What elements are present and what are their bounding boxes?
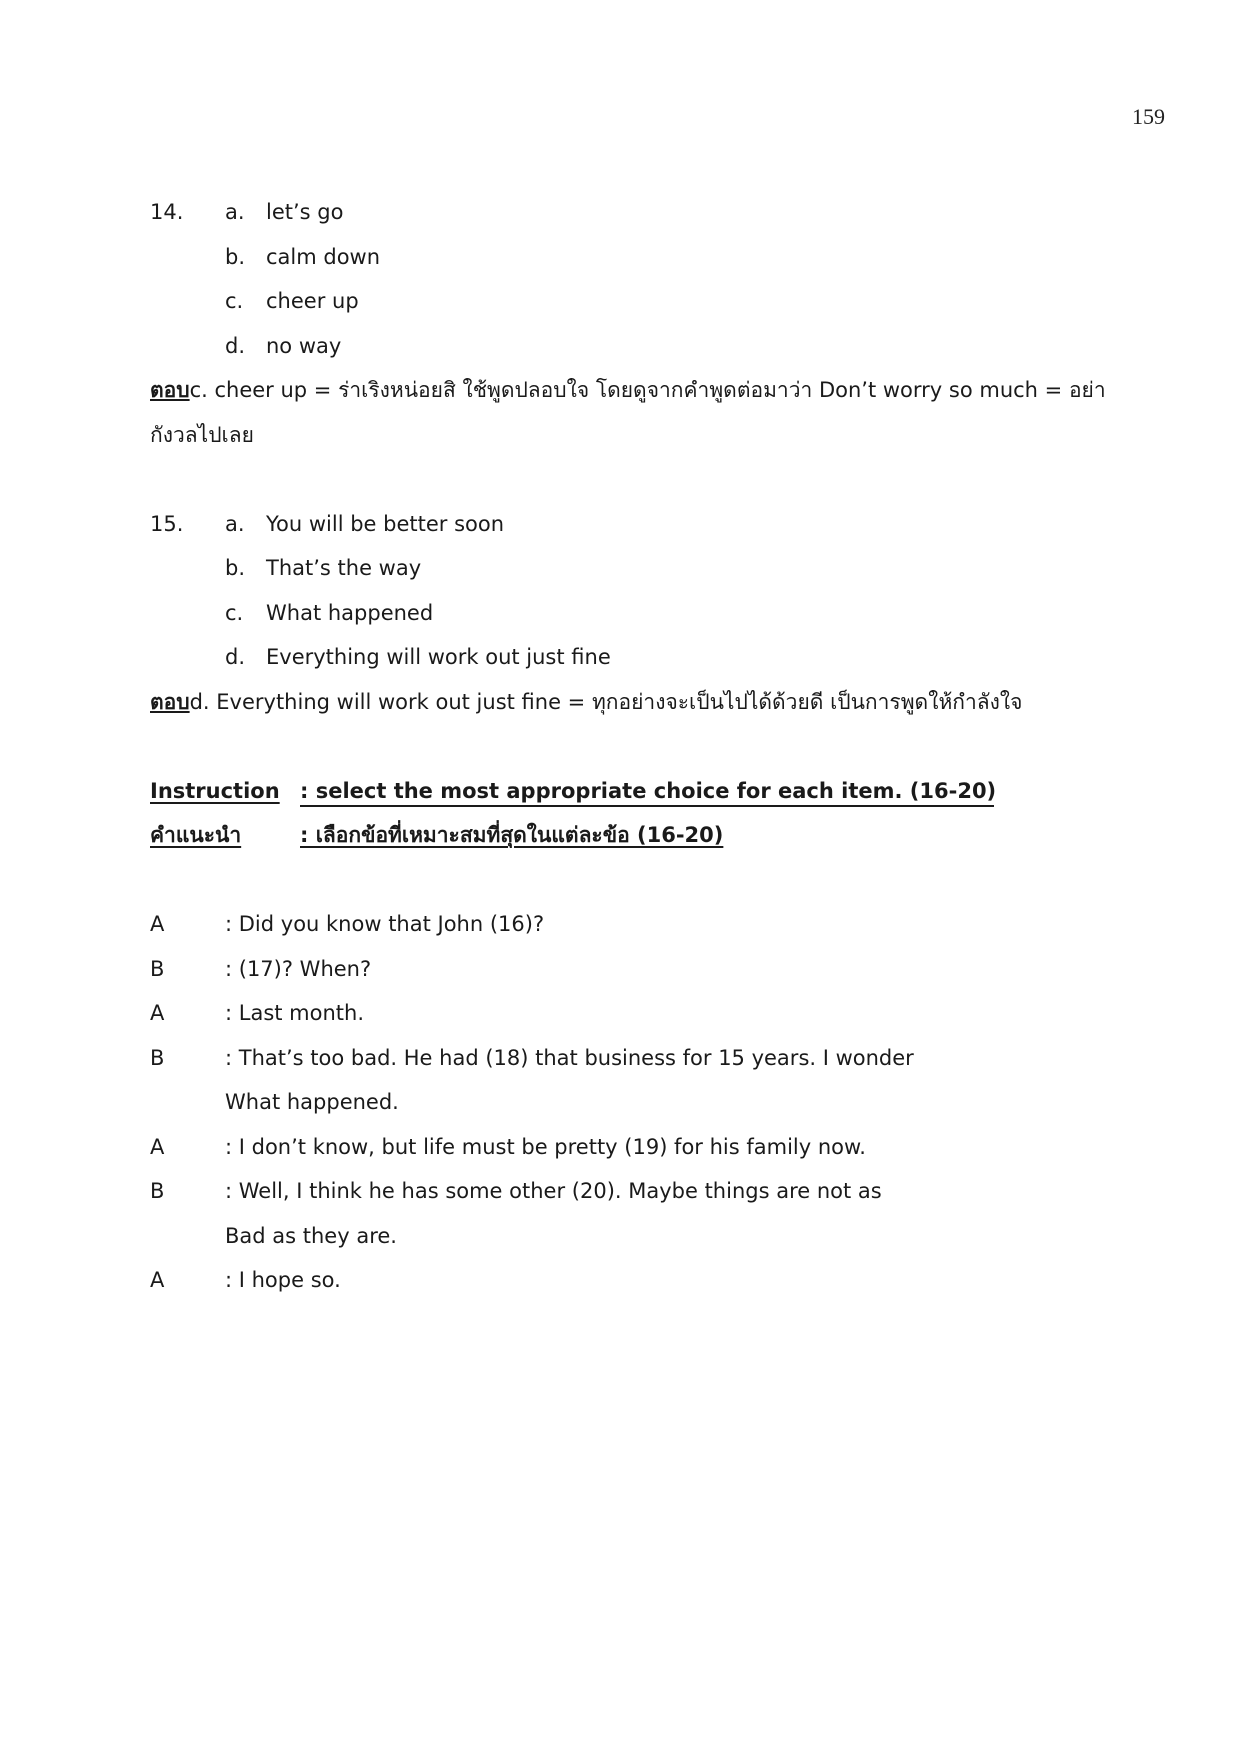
dialogue-text: : I hope so.	[225, 1268, 341, 1292]
dialogue-line	[150, 1214, 1150, 1259]
option-letter: d.	[225, 645, 246, 669]
answer-label: ตอบ	[150, 378, 190, 402]
dialogue-line	[150, 1169, 1150, 1214]
instruction-english	[150, 769, 1150, 814]
dialogue-text: : (17)? When?	[225, 956, 372, 981]
option-text: That’s the way	[266, 556, 422, 580]
question-number: 15.	[150, 511, 184, 536]
instruction-label: คำแนะนำ	[150, 823, 242, 847]
page-number: 159	[1132, 104, 1165, 129]
dialogue-text: : Well, I think he has some other (20). Maybe things are not as	[225, 1179, 882, 1203]
question-option	[150, 546, 1150, 591]
answer-text: d. Everything will work out just fine = ทุกอย่างจะเป็นไปได้ด้วยดี เป็นการพูดให้กำลังใจ	[189, 689, 1023, 714]
option-letter: a.	[225, 200, 245, 224]
option-text: You will be better soon	[266, 511, 505, 536]
speaker-label: A	[150, 1268, 165, 1292]
answer-text: c. cheer up = ร่าเริงหน่อยสิ ใช้พูดปลอบใจ โดยดูจากคำพูดต่อมาว่า Don’t worry so much = อย่ากังวลไปเลย	[150, 378, 1106, 447]
speaker-label: B	[150, 956, 165, 981]
question-option	[150, 502, 1150, 547]
dialogue	[150, 902, 1150, 1303]
question-15	[150, 502, 1150, 725]
speaker-label: A	[150, 1134, 165, 1159]
dialogue-text: : Did you know that John (16)?	[225, 912, 545, 936]
speaker-label	[150, 1214, 225, 1259]
option-text: What happened	[266, 600, 434, 625]
instruction-block	[150, 769, 1150, 858]
speaker-label: B	[150, 1179, 165, 1203]
dialogue-line	[150, 1125, 1150, 1170]
option-text: no way	[266, 333, 342, 358]
option-letter: c.	[225, 600, 244, 625]
speaker-label: A	[150, 1001, 165, 1025]
question-option	[150, 235, 1150, 280]
question-option	[150, 324, 1150, 369]
dialogue-text: : I don’t know, but life must be pretty (19) for his family now.	[225, 1134, 866, 1159]
dialogue-line	[150, 1258, 1150, 1303]
dialogue-text: : That’s too bad. He had (18) that business for 15 years. I wonder	[225, 1045, 914, 1070]
speaker-label: A	[150, 912, 165, 936]
option-letter: c.	[225, 289, 244, 313]
option-letter: b.	[225, 244, 246, 269]
dialogue-text: What happened.	[225, 1090, 399, 1114]
option-text: Everything will work out just fine	[266, 645, 611, 669]
dialogue-text: Bad as they are.	[225, 1223, 397, 1248]
instruction-text: : select the most appropriate choice for each item. (16-20)	[300, 769, 994, 807]
answer-explanation	[150, 680, 1150, 725]
dialogue-line	[150, 1036, 1150, 1081]
option-letter: d.	[225, 333, 246, 358]
dialogue-line	[150, 947, 1150, 992]
option-text: let’s go	[266, 200, 344, 224]
question-14	[150, 190, 1150, 457]
option-text: cheer up	[266, 289, 359, 313]
option-letter: a.	[225, 511, 245, 536]
speaker-label	[150, 1080, 225, 1125]
question-option	[150, 190, 1150, 235]
dialogue-text: : Last month.	[225, 1001, 365, 1025]
dialogue-line	[150, 902, 1150, 947]
question-option	[150, 591, 1150, 636]
dialogue-line	[150, 1080, 1150, 1125]
option-text: calm down	[266, 244, 381, 269]
question-number: 14.	[150, 200, 184, 224]
answer-label: ตอบ	[150, 689, 190, 714]
answer-explanation	[150, 368, 1150, 457]
instruction-thai	[150, 813, 1150, 858]
dialogue-line	[150, 991, 1150, 1036]
document-body	[150, 190, 1150, 1303]
instruction-text: : เลือกข้อที่เหมาะสมที่สุดในแต่ละข้อ (16-20)	[300, 823, 724, 847]
question-option	[150, 279, 1150, 324]
instruction-label: Instruction	[150, 778, 280, 803]
option-letter: b.	[225, 556, 246, 580]
question-option	[150, 635, 1150, 680]
speaker-label: B	[150, 1045, 165, 1070]
